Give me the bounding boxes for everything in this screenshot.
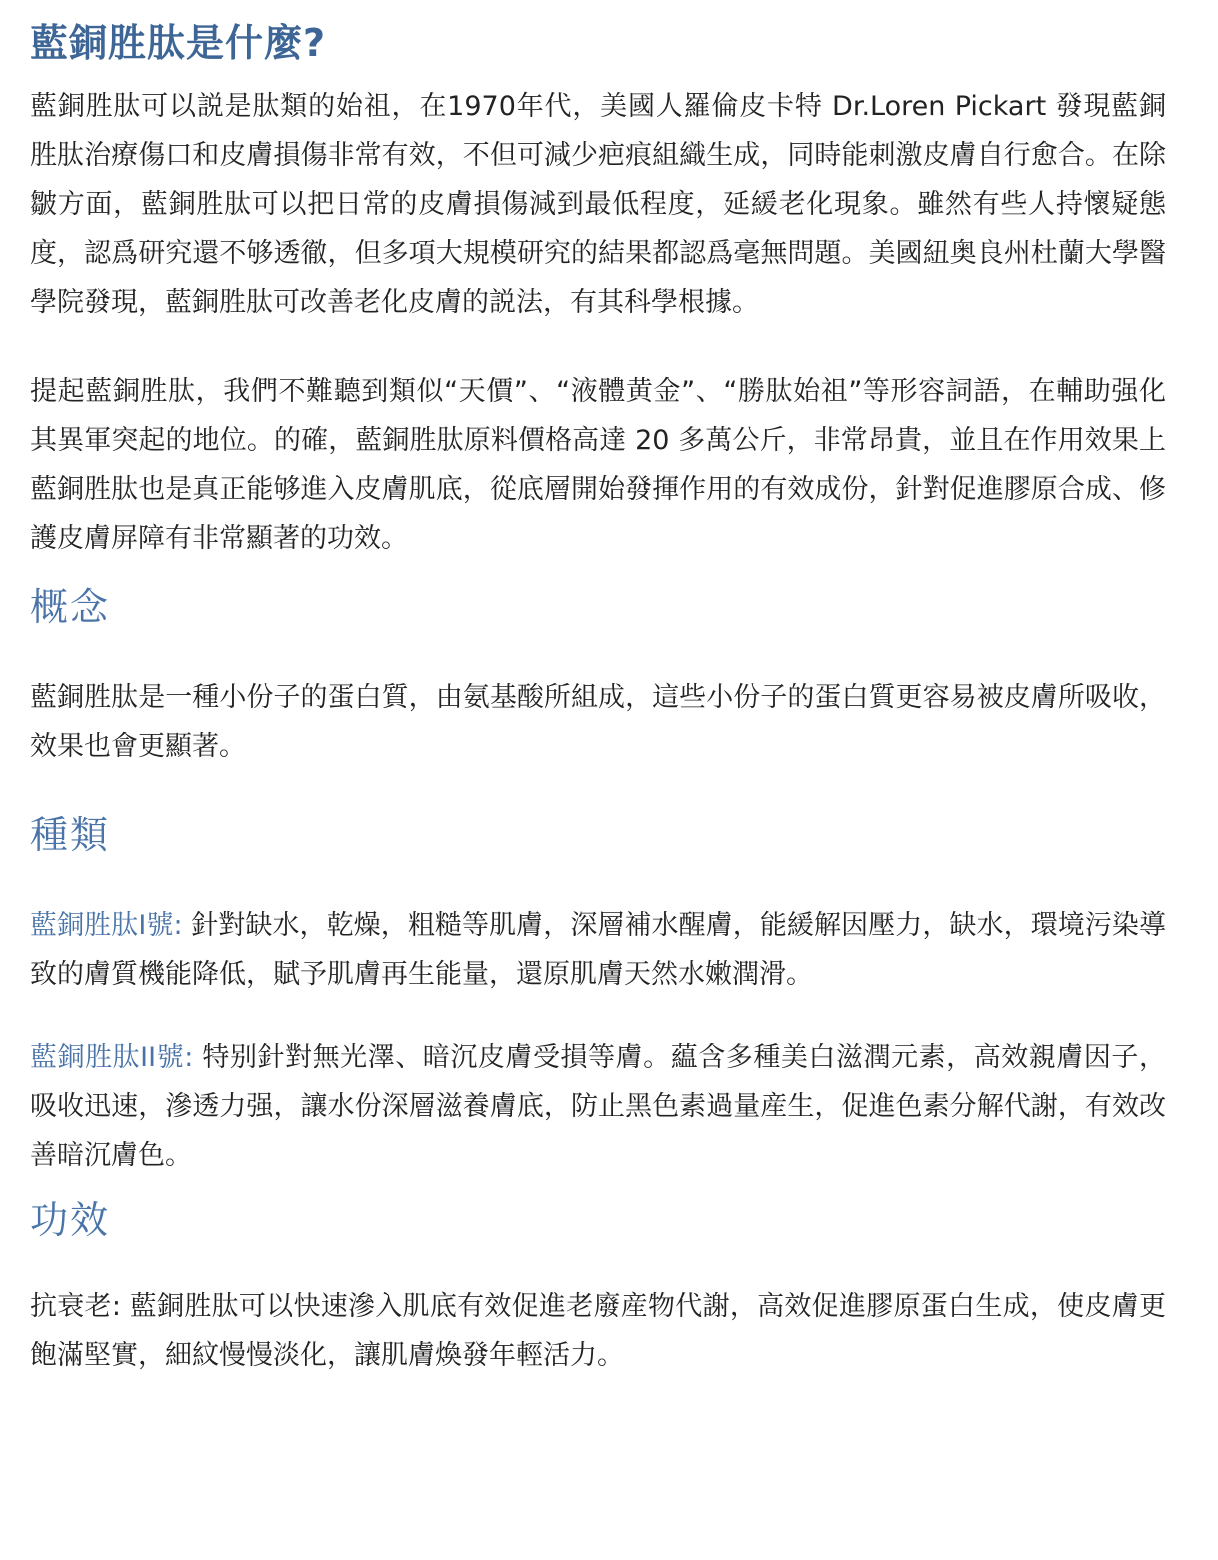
effects-paragraph: 抗衰老: 藍銅胜肽可以快速滲入肌底有效促進老廢産物代謝，高效促進膠原蛋白生成，使皮膚更飽滿堅實，細紋慢慢淡化，讓肌膚煥發年輕活力。 [30,1291,1166,1371]
type-1-label: 藍銅胜肽I號: [30,910,183,941]
section-heading-types: 種類 [30,813,111,857]
intro-paragraph-2: 提起藍銅胜肽，我們不難聽到類似“天價”、“液體黄金”、“勝肽始祖”等形容詞語，在輔助强化其異軍突起的地位。的確，藍銅胜肽原料價格高達 20 多萬公斤，非常昂貴，並且在作用效果上藍銅胜肽也是真正能够進入皮膚肌底，從底層開始發揮作用的有效成份，針對促進膠原合成、修護皮膚屏障有非常顯著的功效。 [30,376,1166,554]
type-2-paragraph [30,1033,1166,1180]
type-2-text: 特别針對無光澤、暗沉皮膚受損等膚。藴含多種美白滋潤元素，高效親膚因子，吸收迅速，滲透力强，讓水份深層滋養膚底，防止黑色素過量産生，促進色素分解代謝，有效改善暗沉膚色。 [30,1042,1166,1171]
concept-paragraph: 藍銅胜肽是一種小份子的蛋白質，由氨基酸所組成，這些小份子的蛋白質更容易被皮膚所吸收，效果也會更顯著。 [30,682,1166,762]
type-1-paragraph [30,901,1166,999]
page-title: 藍銅胜肽是什麼? [30,21,327,65]
type-1-text: 針對缺水，乾燥，粗糙等肌膚，深層補水醒膚，能緩解因壓力，缺水，環境污染導致的膚質機能降低，賦予肌膚再生能量，還原肌膚天然水嫩潤滑。 [30,910,1166,990]
section-heading-effects: 功效 [30,1198,111,1242]
section-heading-concept: 概念 [30,585,111,629]
intro-paragraph-1: 藍銅胜肽可以説是肽類的始祖，在1970年代，美國人羅倫皮卡特 Dr.Loren Pickart 發現藍銅胜肽治療傷口和皮膚損傷非常有效，不但可減少疤痕組織生成，同時能刺激皮膚自行愈合。在除皺方面，藍銅胜肽可以把日常的皮膚損傷減到最低程度，延緩老化現象。雖然有些人持懷疑態度，認爲研究還不够透徹，但多項大規模研究的結果都認爲毫無問題。美國紐奥良州杜蘭大學醫學院發現，藍銅胜肽可改善老化皮膚的説法，有其科學根據。 [30,91,1166,318]
type-2-label: 藍銅胜肽II號: [30,1042,194,1073]
